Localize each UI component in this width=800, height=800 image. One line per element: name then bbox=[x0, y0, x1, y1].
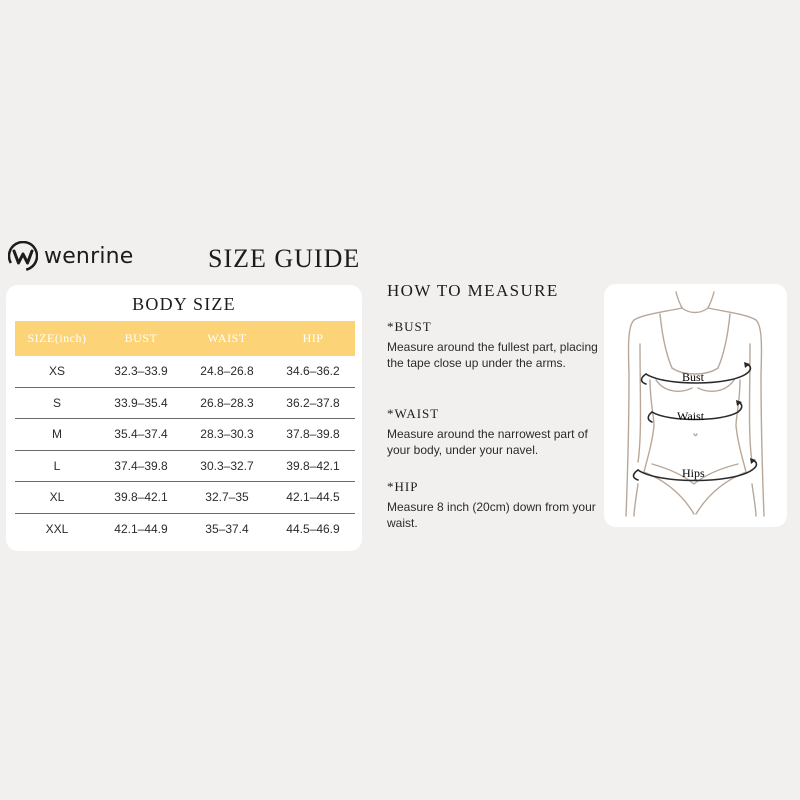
waist-cell: 24.8–26.8 bbox=[183, 356, 271, 387]
waist-cell: 26.8–28.3 bbox=[183, 387, 271, 419]
how-to-measure-title: HOW TO MEASURE bbox=[387, 281, 559, 300]
waist-cell: 30.3–32.7 bbox=[183, 450, 271, 482]
bust-heading: *BUST bbox=[387, 319, 432, 334]
size-cell: S bbox=[15, 387, 99, 419]
bust-cell: 37.4–39.8 bbox=[99, 450, 183, 482]
hip-cell: 34.6–36.2 bbox=[271, 356, 355, 387]
body-size-title: BODY SIZE bbox=[132, 294, 236, 314]
size-table bbox=[15, 321, 355, 544]
size-cell: L bbox=[15, 450, 99, 482]
waist-cell: 28.3–30.3 bbox=[183, 419, 271, 451]
waist-description: Measure around the narrowest part of your body, under your navel. bbox=[387, 427, 588, 457]
hip-cell: 36.2–37.8 bbox=[271, 387, 355, 419]
hip-instruction bbox=[387, 479, 602, 531]
header-waist: WAIST bbox=[183, 321, 271, 356]
bust-cell: 32.3–33.9 bbox=[99, 356, 183, 387]
header-size: SIZE(inch) bbox=[15, 321, 99, 356]
hips-label: Hips bbox=[682, 466, 705, 480]
brand-logo bbox=[8, 241, 134, 271]
bust-cell: 35.4–37.4 bbox=[99, 419, 183, 451]
header-bust: BUST bbox=[99, 321, 183, 356]
hip-cell: 42.1–44.5 bbox=[271, 482, 355, 514]
bust-instruction bbox=[387, 319, 602, 371]
hip-cell: 39.8–42.1 bbox=[271, 450, 355, 482]
waist-cell: 32.7–35 bbox=[183, 482, 271, 514]
bust-cell: 42.1–44.9 bbox=[114, 521, 168, 536]
hip-heading: *HIP bbox=[387, 479, 419, 494]
body-outline-illustration bbox=[604, 284, 787, 527]
header-hip: HIP bbox=[271, 321, 355, 356]
size-cell: XL bbox=[15, 482, 99, 514]
bust-label: Bust bbox=[682, 370, 705, 384]
table-row bbox=[15, 482, 355, 514]
table-row bbox=[15, 450, 355, 482]
waist-cell: 35–37.4 bbox=[205, 521, 249, 536]
hip-cell: 37.8–39.8 bbox=[271, 419, 355, 451]
bust-cell: 39.8–42.1 bbox=[99, 482, 183, 514]
table-row bbox=[15, 387, 355, 419]
body-size-card bbox=[6, 285, 362, 551]
size-cell: XXL bbox=[45, 521, 69, 536]
table-row bbox=[15, 513, 355, 544]
waist-label: Waist bbox=[677, 409, 705, 423]
size-cell: XS bbox=[15, 356, 99, 387]
table-row bbox=[15, 419, 355, 451]
bust-cell: 33.9–35.4 bbox=[99, 387, 183, 419]
bust-description: Measure around the fullest part, placing the tape close up under the arms. bbox=[387, 340, 598, 370]
body-figure-card bbox=[604, 284, 787, 527]
size-cell: M bbox=[15, 419, 99, 451]
hip-cell: 44.5–46.9 bbox=[286, 521, 340, 536]
waist-instruction bbox=[387, 406, 602, 458]
hip-description: Measure 8 inch (20cm) down from your waist. bbox=[387, 500, 596, 530]
waist-heading: *WAIST bbox=[387, 406, 440, 421]
table-row bbox=[15, 356, 355, 387]
w-mark-icon bbox=[8, 241, 38, 271]
brand-name: wenrine bbox=[44, 243, 134, 269]
page-title: SIZE GUIDE bbox=[208, 244, 361, 273]
table-header-row bbox=[15, 321, 355, 356]
